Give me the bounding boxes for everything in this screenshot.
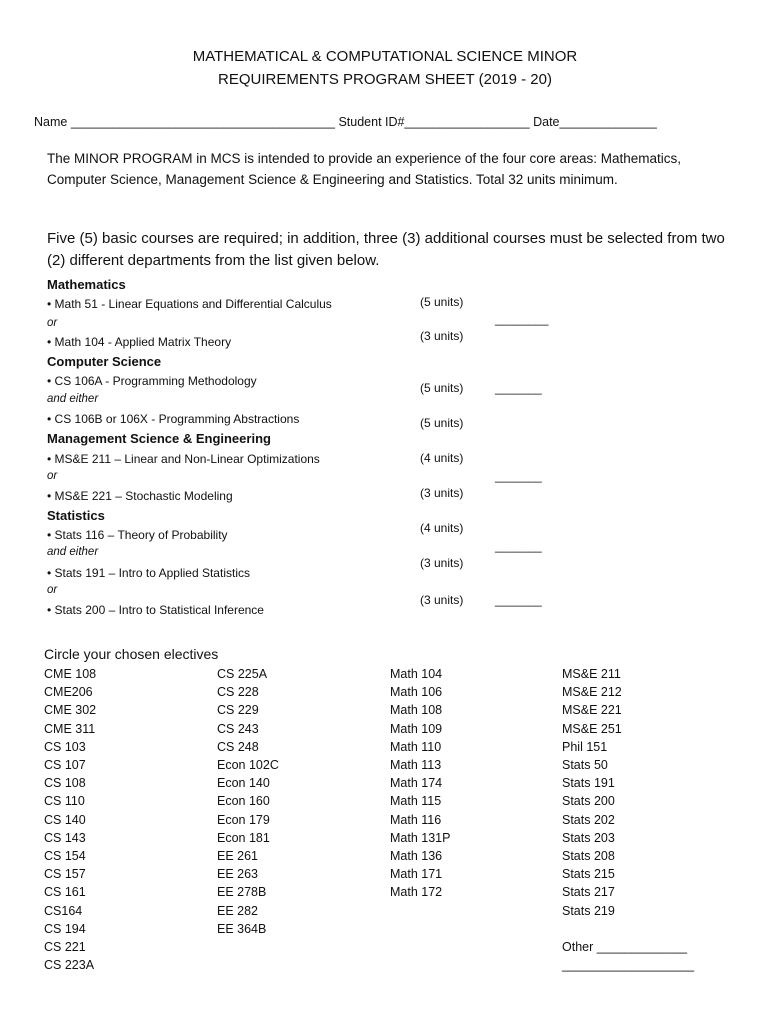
units-math-51: (5 units) xyxy=(420,295,464,309)
elective-course[interactable]: Stats 219 xyxy=(562,903,615,918)
elective-course[interactable]: CS 157 xyxy=(44,867,86,882)
blank-math: ________ xyxy=(495,312,549,326)
elective-course[interactable]: CME 108 xyxy=(44,667,97,681)
elective-course[interactable]: Math 172 xyxy=(390,885,443,900)
elective-course[interactable]: CS 221 xyxy=(44,940,86,955)
connector-and-either: and either xyxy=(47,393,99,405)
elective-course[interactable]: MS&E 251 xyxy=(562,721,622,736)
elective-course[interactable]: Econ 160 xyxy=(217,794,270,809)
course-stats-200: • Stats 200 – Intro to Statistical Inference xyxy=(47,603,264,617)
elective-course[interactable]: CS 110 xyxy=(44,794,85,809)
elective-course[interactable]: CME 311 xyxy=(44,721,96,736)
elective-course[interactable]: CS 103 xyxy=(44,739,86,754)
course-mse-211: • MS&E 211 – Linear and Non-Linear Optimizations xyxy=(47,452,320,466)
elective-course[interactable]: Econ 179 xyxy=(217,812,270,827)
elective-course[interactable]: CS 154 xyxy=(44,849,86,864)
elective-course[interactable]: CS 161 xyxy=(44,885,86,900)
elective-course[interactable]: Stats 203 xyxy=(562,830,615,845)
elective-course[interactable]: CME206 xyxy=(44,685,93,700)
elective-course[interactable]: Stats 191 xyxy=(562,776,615,791)
connector-and-either: and either xyxy=(47,546,99,558)
elective-course[interactable]: Math 113 xyxy=(390,758,442,773)
units-mse-211: (4 units) xyxy=(420,451,464,465)
elective-course[interactable]: CS 225A xyxy=(217,667,268,681)
elective-course[interactable]: MS&E 212 xyxy=(562,685,622,700)
elective-course[interactable]: Phil 151 xyxy=(562,739,608,754)
elective-course[interactable]: CS 194 xyxy=(44,921,86,936)
elective-course[interactable]: Math 131P xyxy=(390,830,451,845)
electives-column-2 xyxy=(217,665,279,938)
blank-stats-2: _______ xyxy=(495,593,542,607)
spacer xyxy=(562,920,694,938)
units-cs-106a: (5 units) xyxy=(420,381,464,395)
elective-course[interactable]: Econ 140 xyxy=(217,776,270,791)
elective-course[interactable]: Stats 202 xyxy=(562,812,615,827)
elective-course[interactable]: Math 104 xyxy=(390,667,443,681)
blank-mse: _______ xyxy=(495,469,542,483)
elective-course[interactable]: MS&E 221 xyxy=(562,703,622,718)
connector-or: or xyxy=(47,470,58,482)
elective-course[interactable]: Math 174 xyxy=(390,776,443,791)
blank-stats-1: _______ xyxy=(495,539,542,553)
units-stats-116: (4 units) xyxy=(420,521,464,535)
connector-or: or xyxy=(47,584,58,596)
elective-course[interactable]: Math 106 xyxy=(390,685,443,700)
elective-course[interactable]: Math 108 xyxy=(390,703,443,718)
course-cs-106b: • CS 106B or 106X - Programming Abstractions xyxy=(47,412,300,426)
course-cs-106a: • CS 106A - Programming Methodology xyxy=(47,374,257,388)
elective-course[interactable]: Stats 208 xyxy=(562,849,615,864)
elective-course[interactable]: Stats 200 xyxy=(562,794,615,809)
elective-course[interactable]: MS&E 211 xyxy=(562,667,621,681)
course-mse-221: • MS&E 221 – Stochastic Modeling xyxy=(47,489,233,503)
elective-course[interactable]: EE 261 xyxy=(217,849,259,864)
course-math-104: • Math 104 - Applied Matrix Theory xyxy=(47,335,232,349)
units-stats-200: (3 units) xyxy=(420,593,464,607)
connector-or: or xyxy=(47,317,58,329)
elective-course[interactable]: CS 228 xyxy=(217,685,259,700)
units-cs-106b: (5 units) xyxy=(420,416,464,430)
units-mse-221: (3 units) xyxy=(420,486,464,500)
elective-course[interactable]: EE 364B xyxy=(217,921,267,936)
elective-course[interactable]: Math 116 xyxy=(390,812,442,827)
intro-paragraph: The MINOR PROGRAM in MCS is intended to provide an experience of the four core areas: Mathematics, Computer Science, Management Science & Engineering and Statistics. Total 32 units minimum. xyxy=(47,151,682,187)
units-stats-191: (3 units) xyxy=(420,556,464,570)
elective-course[interactable]: CME 302 xyxy=(44,703,97,718)
elective-course[interactable]: Math 171 xyxy=(390,867,443,882)
requirement-paragraph: Five (5) basic courses are required; in addition, three (3) additional courses must be selected from two (2) different departments from the list given below. xyxy=(47,230,725,269)
elective-course[interactable]: CS164 xyxy=(44,903,83,918)
elective-course[interactable]: Math 109 xyxy=(390,721,443,736)
elective-course[interactable]: Stats 50 xyxy=(562,758,608,773)
blank-cs: _______ xyxy=(495,381,542,395)
course-stats-116: • Stats 116 – Theory of Probability xyxy=(47,528,228,542)
elective-course[interactable]: Math 110 xyxy=(390,739,442,754)
electives-heading: Circle your chosen electives xyxy=(44,646,219,662)
elective-course[interactable]: Econ 181 xyxy=(217,830,270,845)
elective-course[interactable]: Math 136 xyxy=(390,849,443,864)
other-elective-field[interactable]: Other _____________ xyxy=(562,940,688,955)
section-heading-mse: Management Science & Engineering xyxy=(47,431,271,446)
units-math-104: (3 units) xyxy=(420,329,464,343)
elective-course[interactable]: CS 140 xyxy=(44,812,86,827)
elective-course[interactable]: Stats 217 xyxy=(562,885,615,900)
elective-course[interactable]: CS 243 xyxy=(217,721,259,736)
electives-column-4 xyxy=(562,665,694,974)
elective-course[interactable]: CS 223A xyxy=(44,958,95,973)
title-line-1: MATHEMATICAL & COMPUTATIONAL SCIENCE MINOR xyxy=(192,48,578,65)
elective-course[interactable]: Stats 215 xyxy=(562,867,615,882)
elective-course[interactable]: CS 143 xyxy=(44,830,86,845)
electives-column-1 xyxy=(44,665,96,974)
elective-course[interactable]: CS 108 xyxy=(44,776,86,791)
title-line-2: REQUIREMENTS PROGRAM SHEET (2019 - 20) xyxy=(218,71,552,88)
elective-course[interactable]: Math 115 xyxy=(390,794,442,809)
electives-column-3 xyxy=(390,665,450,902)
course-math-51: • Math 51 - Linear Equations and Differential Calculus xyxy=(47,297,332,311)
other-elective-line[interactable]: ___________________ xyxy=(562,958,695,973)
section-heading-mathematics: Mathematics xyxy=(47,277,126,292)
elective-course[interactable]: EE 282 xyxy=(217,903,259,918)
section-heading-statistics: Statistics xyxy=(47,508,105,523)
elective-course[interactable]: EE 263 xyxy=(217,867,259,882)
course-stats-191: • Stats 191 – Intro to Applied Statistics xyxy=(47,566,250,580)
elective-course[interactable]: EE 278B xyxy=(217,885,267,900)
name-id-date-line: Name ______________________________________ Student ID#__________________ Date______________ xyxy=(34,115,657,129)
elective-course[interactable]: CS 107 xyxy=(44,758,86,773)
section-heading-computer-science: Computer Science xyxy=(47,354,162,369)
elective-course[interactable]: Econ 102C xyxy=(217,758,279,773)
elective-course[interactable]: CS 229 xyxy=(217,703,259,718)
elective-course[interactable]: CS 248 xyxy=(217,739,259,754)
